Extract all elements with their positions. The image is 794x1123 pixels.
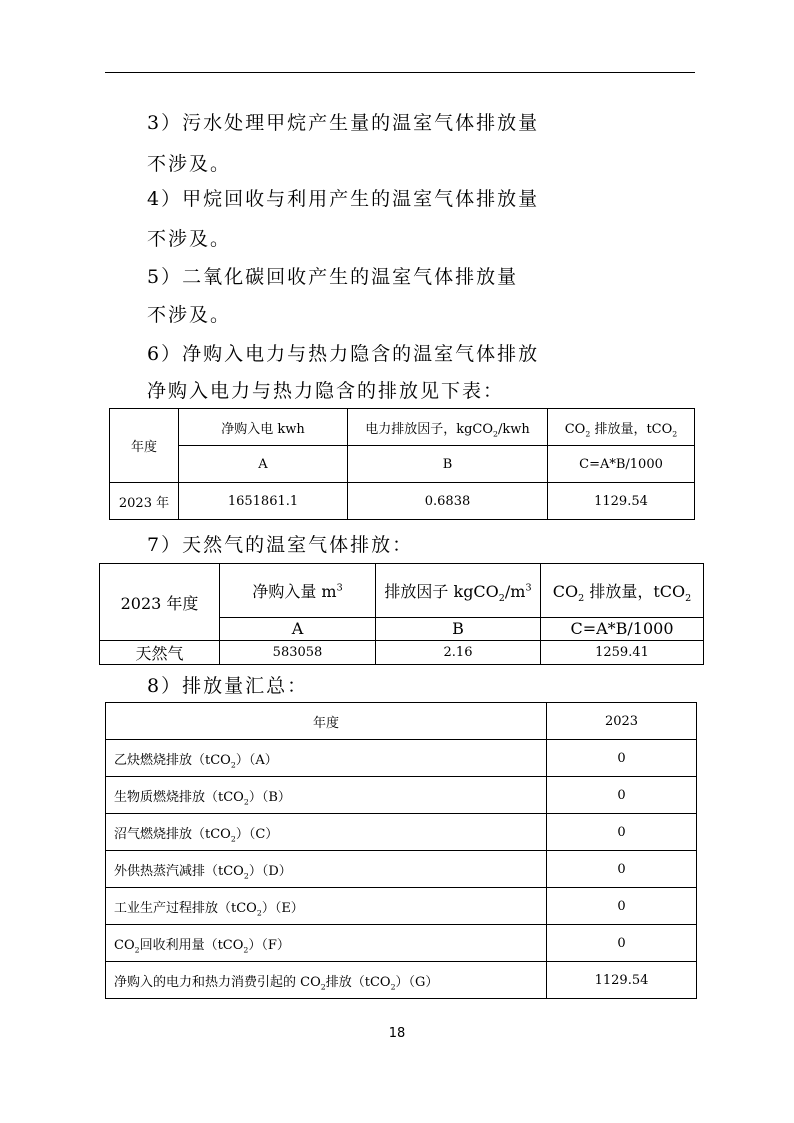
biomass-emission-value: 0 <box>547 777 697 814</box>
not-applicable-text: 不涉及。 <box>147 153 232 175</box>
heading-wastewater-methane: 3）污水处理甲烷产生量的温室气体排放量 <box>147 112 540 134</box>
steam-supply-reduction-value: 0 <box>547 851 697 888</box>
table-row <box>110 409 695 446</box>
emission-factor-header: 电力排放因子，kgCO$_2$/kwh <box>348 409 548 446</box>
intro-purchased-power-table: 净购入电力与热力隐含的排放见下表： <box>147 380 505 402</box>
year-header-cell: 年度 <box>110 409 179 483</box>
symbol-a-cell: A <box>220 617 376 640</box>
factor-value-cell: 2.16 <box>376 641 541 665</box>
biomass-emission-label: 生物质燃烧排放（tCO$_2$）（B） <box>106 777 547 814</box>
emission-summary-table <box>105 702 697 999</box>
acetylene-emission-label: 乙炔燃烧排放（tCO$_2$）（A） <box>106 740 547 777</box>
co2-recovery-label: $CO_2$回收利用量（tCO$_2$）（F） <box>106 925 547 962</box>
header-rule <box>105 72 695 73</box>
purchased-electricity-header: 净购入电 kwh <box>179 409 348 446</box>
gas-value-cell: 583058 <box>220 641 376 665</box>
factor-value-cell: 0.6838 <box>348 483 548 520</box>
symbol-b-cell: B <box>376 617 541 640</box>
year-cell: 2023 年 <box>110 483 179 520</box>
table-row <box>106 740 697 777</box>
industrial-process-emission-label: 工业生产过程排放（tCO$_2$）（E） <box>106 888 547 925</box>
co2-emission-header: $CO_2$ 排放量，tCO$_2$ <box>548 409 695 446</box>
formula-cell: C=A*B/1000 <box>548 446 695 483</box>
heading-natural-gas: 7）天然气的温室气体排放： <box>147 534 414 556</box>
table-row <box>106 851 697 888</box>
natural-gas-table <box>99 563 704 665</box>
heading-emission-summary: 8）排放量汇总： <box>147 675 309 697</box>
table-row <box>106 777 697 814</box>
table-row <box>106 962 697 999</box>
symbol-b-cell: B <box>348 446 548 483</box>
heading-co2-recovery: 5）二氧化碳回收产生的温室气体排放量 <box>147 266 519 288</box>
fuel-label-cell: 天然气 <box>100 641 220 665</box>
not-applicable-text: 不涉及。 <box>147 304 232 326</box>
table-row <box>100 564 704 618</box>
table-row <box>106 814 697 851</box>
table-row <box>106 925 697 962</box>
purchased-energy-emission-label: 净购入的电力和热力消费引起的 $CO_2$排放（tCO$_2$）（G） <box>106 962 547 999</box>
co2-emission-header: $CO_2$ 排放量，tCO$_2$ <box>541 564 704 618</box>
not-applicable-text: 不涉及。 <box>147 228 232 250</box>
symbol-a-cell: A <box>179 446 348 483</box>
page-number: 18 <box>388 1026 406 1041</box>
purchased-gas-header: 净购入量 $m^3$ <box>220 564 376 618</box>
biogas-emission-value: 0 <box>547 814 697 851</box>
summary-header-label: 年度 <box>106 703 547 740</box>
formula-cell: C=A*B/1000 <box>541 617 704 640</box>
emission-value-cell: 1129.54 <box>548 483 695 520</box>
heading-methane-recovery: 4）甲烷回收与利用产生的温室气体排放量 <box>147 188 540 210</box>
industrial-process-emission-value: 0 <box>547 888 697 925</box>
acetylene-emission-value: 0 <box>547 740 697 777</box>
steam-supply-reduction-label: 外供热蒸汽减排（tCO$_2$）（D） <box>106 851 547 888</box>
table-row <box>106 888 697 925</box>
electricity-value-cell: 1651861.1 <box>179 483 348 520</box>
co2-recovery-value: 0 <box>547 925 697 962</box>
biogas-emission-label: 沼气燃烧排放（tCO$_2$）（C） <box>106 814 547 851</box>
purchased-energy-emission-value: 1129.54 <box>547 962 697 999</box>
purchased-power-table <box>109 408 695 520</box>
emission-value-cell: 1259.41 <box>541 641 704 665</box>
summary-header-year: 2023 <box>547 703 697 740</box>
table-row <box>106 703 697 740</box>
emission-factor-header: 排放因子 $kgCO_2/m^3$ <box>376 564 541 618</box>
heading-purchased-power: 6）净购入电力与热力隐含的温室气体排放 <box>147 343 540 365</box>
table-row <box>110 446 695 483</box>
table-row <box>110 483 695 520</box>
table-row <box>100 641 704 665</box>
year-header-cell: 2023 年度 <box>100 564 220 641</box>
